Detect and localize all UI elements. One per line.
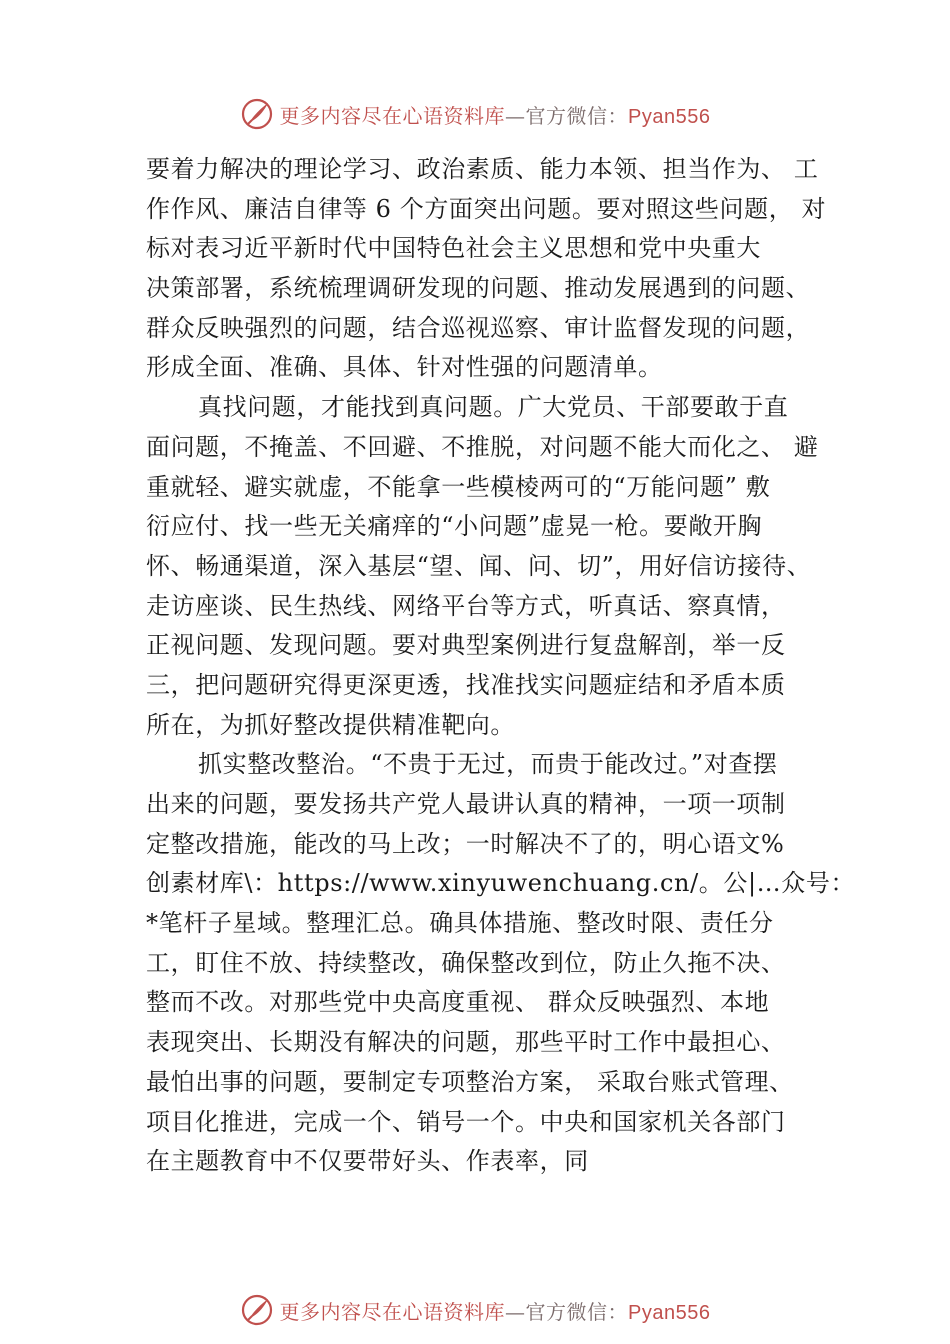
quill-logo-icon (240, 1293, 274, 1327)
text-line: 决策部署，系统梳理调研发现的问题、推动发展遇到的问题、 (146, 274, 811, 303)
text-line: 标对表习近平新时代中国特色社会主义思想和党中央重大 (146, 234, 761, 263)
text-line: 三，把问题研究得更深更透，找准找实问题症结和矛盾本质 (146, 670, 786, 699)
text-line: 所在，为抓好整改提供精准靶向。 (146, 710, 515, 739)
text-line: 作作风、廉洁自律等 6 个方面突出问题。要对照这些问题， 对 (146, 194, 827, 223)
text-line: 抓实整改整治。“不贵于无过，而贵于能改过。”对查摆 (198, 750, 778, 779)
text-line: 走访座谈、民生热线、网络平台等方式，听真话、察真情， (146, 591, 786, 620)
banner-account-text: Pyan556 (628, 1301, 711, 1324)
text-line: 项目化推进，完成一个、销号一个。中央和国家机关各部门 (146, 1107, 786, 1136)
banner-main-text: 更多内容尽在心语资料库 (279, 1299, 506, 1324)
text-line: 定整改措施，能改的马上改；一时解决不了的，明心语文% (146, 829, 785, 858)
text-line: 表现突出、长期没有解决的问题，那些平时工作中最担心、 (146, 1028, 786, 1057)
text-line: 重就轻、避实就虚，不能拿一些模棱两可的“万能问题” 敷 (146, 472, 771, 501)
document-body (146, 150, 856, 1182)
text-line: 工，盯住不放、持续整改，确保整改到位，防止久拖不决、 (146, 948, 786, 977)
text-line: 要着力解决的理论学习、政治素质、能力本领、担当作为、 工 (146, 155, 819, 183)
text-line: 正视问题、发现问题。要对典型案例进行复盘解剖，举一反 (146, 631, 786, 660)
banner-dash-text: —官方微信： (505, 1299, 629, 1324)
footer-banner (0, 1290, 950, 1330)
banner-main-text: 更多内容尽在心语资料库 (279, 103, 506, 128)
text-line: 创素材库\：https://www.xinyuwenchuang.cn/。公|…众号： (146, 869, 856, 898)
banner-dash-text: —官方微信： (505, 103, 629, 128)
text-line: 面问题，不掩盖、不回避、不推脱，对问题不能大而化之、 避 (146, 432, 819, 461)
text-line: 衍应付、找一些无关痛痒的“小问题”虚晃一枪。要敞开胸 (146, 512, 763, 541)
text-line: 形成全面、准确、具体、针对性强的问题清单。 (146, 353, 663, 382)
text-line: 群众反映强烈的问题，结合巡视巡察、审计监督发现的问题， (146, 313, 811, 342)
text-line: 出来的问题，要发扬共产党人最讲认真的精神，一项一项制 (146, 790, 786, 818)
text-line: 真找问题，才能找到真问题。广大党员、干部要敢于直 (198, 393, 789, 422)
banner-text (280, 1296, 711, 1325)
banner-text (280, 100, 711, 129)
text-line: 整而不改。对那些党中央高度重视、 群众反映强烈、本地 (146, 988, 770, 1017)
quill-logo-icon (240, 97, 274, 131)
text-line: 怀、畅通渠道，深入基层“望、闻、问、切”，用好信访接待、 (146, 551, 812, 580)
text-line: 最怕出事的问题，要制定专项整治方案， 采取台账式管理、 (146, 1067, 794, 1096)
banner-account-text: Pyan556 (628, 105, 711, 128)
text-line: *笔杆子星域。整理汇总。确具体措施、整改时限、责任分 (146, 909, 774, 938)
header-banner (0, 94, 950, 134)
text-line: 在主题教育中不仅要带好头、作表率，同 (146, 1147, 589, 1176)
